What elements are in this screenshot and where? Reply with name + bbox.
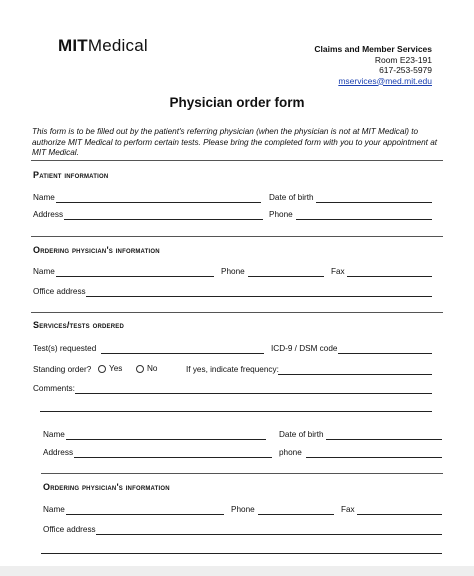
contact-block — [314, 44, 432, 86]
patient-name-field[interactable] — [56, 202, 261, 203]
services-heading-text: Services/tests ordered — [33, 320, 124, 330]
contact-phone: 617-253-5979 — [379, 65, 432, 75]
physician2-fax-label: Fax — [341, 505, 355, 514]
physician2-name-label: Name — [43, 505, 65, 514]
patient-name-label: Name — [33, 193, 55, 202]
patient2-name-label: Name — [43, 430, 65, 439]
patient2-name-field[interactable] — [66, 439, 266, 440]
frequency-label: If yes, indicate frequency: — [186, 365, 279, 374]
physician-info-heading-text: Ordering physician's information — [33, 245, 160, 255]
logo-regular-text: Medical — [87, 36, 148, 55]
patient-phone-field[interactable] — [296, 219, 432, 220]
office-address-extra-line[interactable] — [41, 553, 442, 554]
patient-info-heading — [33, 170, 108, 180]
tests-requested-label: Test(s) requested — [33, 344, 97, 353]
patient2-dob-field[interactable] — [326, 439, 442, 440]
form-title: Physician order form — [169, 95, 305, 110]
mit-medical-logo — [58, 36, 148, 56]
physician2-office-field[interactable] — [96, 534, 442, 535]
standing-no-label: No — [147, 364, 158, 373]
physician-fax-label: Fax — [331, 267, 345, 276]
physician2-fax-field[interactable] — [357, 514, 442, 515]
standing-no-option[interactable] — [136, 364, 157, 373]
patient-phone-label: Phone — [269, 210, 293, 219]
standing-yes-label: Yes — [109, 364, 123, 373]
contact-room: Room E23-191 — [374, 54, 432, 65]
frequency-field[interactable] — [278, 374, 432, 375]
patient2-address-label: Address — [43, 448, 74, 457]
checkbox-icon[interactable] — [136, 365, 144, 373]
divider — [31, 236, 443, 237]
physician2-info-heading — [43, 482, 170, 492]
physician2-phone-label: Phone — [231, 505, 255, 514]
physician-fax-field[interactable] — [347, 276, 432, 277]
patient2-address-field[interactable] — [74, 457, 272, 458]
divider — [41, 473, 443, 474]
patient-dob-field[interactable] — [316, 202, 432, 203]
comments-label: Comments: — [33, 384, 75, 393]
comments-field-line2[interactable] — [40, 411, 432, 412]
physician2-info-heading-text: Ordering physician's information — [43, 482, 170, 492]
intro-paragraph: This form is to be filled out by the patient's referring physician (when the physician is not at MIT Medical) to authorize MIT Medical to perform certain tests. Please bring the completed form with you to your appointment at MIT Medical. — [32, 127, 438, 157]
page-bottom-strip — [0, 566, 474, 576]
patient-address-label: Address — [33, 210, 64, 219]
icd-code-label: ICD-9 / DSM code — [271, 344, 338, 353]
tests-requested-field[interactable] — [101, 353, 264, 354]
physician-office-field[interactable] — [86, 296, 432, 297]
physician-phone-field[interactable] — [248, 276, 324, 277]
physician-office-label: Office address — [33, 287, 86, 296]
checkbox-icon[interactable] — [98, 365, 106, 373]
patient-dob-label: Date of birth — [269, 193, 314, 202]
standing-order-label: Standing order? — [33, 365, 92, 374]
physician-info-heading — [33, 245, 160, 255]
physician-phone-label: Phone — [221, 267, 245, 276]
logo-bold-text: MIT — [58, 36, 88, 55]
patient-address-field[interactable] — [64, 219, 263, 220]
comments-field-line1[interactable] — [75, 393, 432, 394]
services-heading — [33, 320, 124, 330]
patient2-dob-label: Date of birth — [279, 430, 324, 439]
icd-code-field[interactable] — [338, 353, 432, 354]
divider — [31, 312, 443, 313]
patient-info-heading-text: Patient information — [33, 170, 109, 180]
physician2-name-field[interactable] — [66, 514, 224, 515]
physician-name-label: Name — [33, 267, 55, 276]
contact-email-link[interactable]: mservices@med.mit.edu — [338, 75, 432, 86]
physician-name-field[interactable] — [56, 276, 214, 277]
physician2-phone-field[interactable] — [258, 514, 334, 515]
divider — [31, 160, 443, 161]
patient2-phone-field[interactable] — [306, 457, 442, 458]
patient2-phone-label: phone — [279, 448, 302, 457]
standing-yes-option[interactable] — [98, 364, 122, 373]
contact-department: Claims and Member Services — [314, 44, 432, 54]
physician2-office-label: Office address — [43, 525, 96, 534]
